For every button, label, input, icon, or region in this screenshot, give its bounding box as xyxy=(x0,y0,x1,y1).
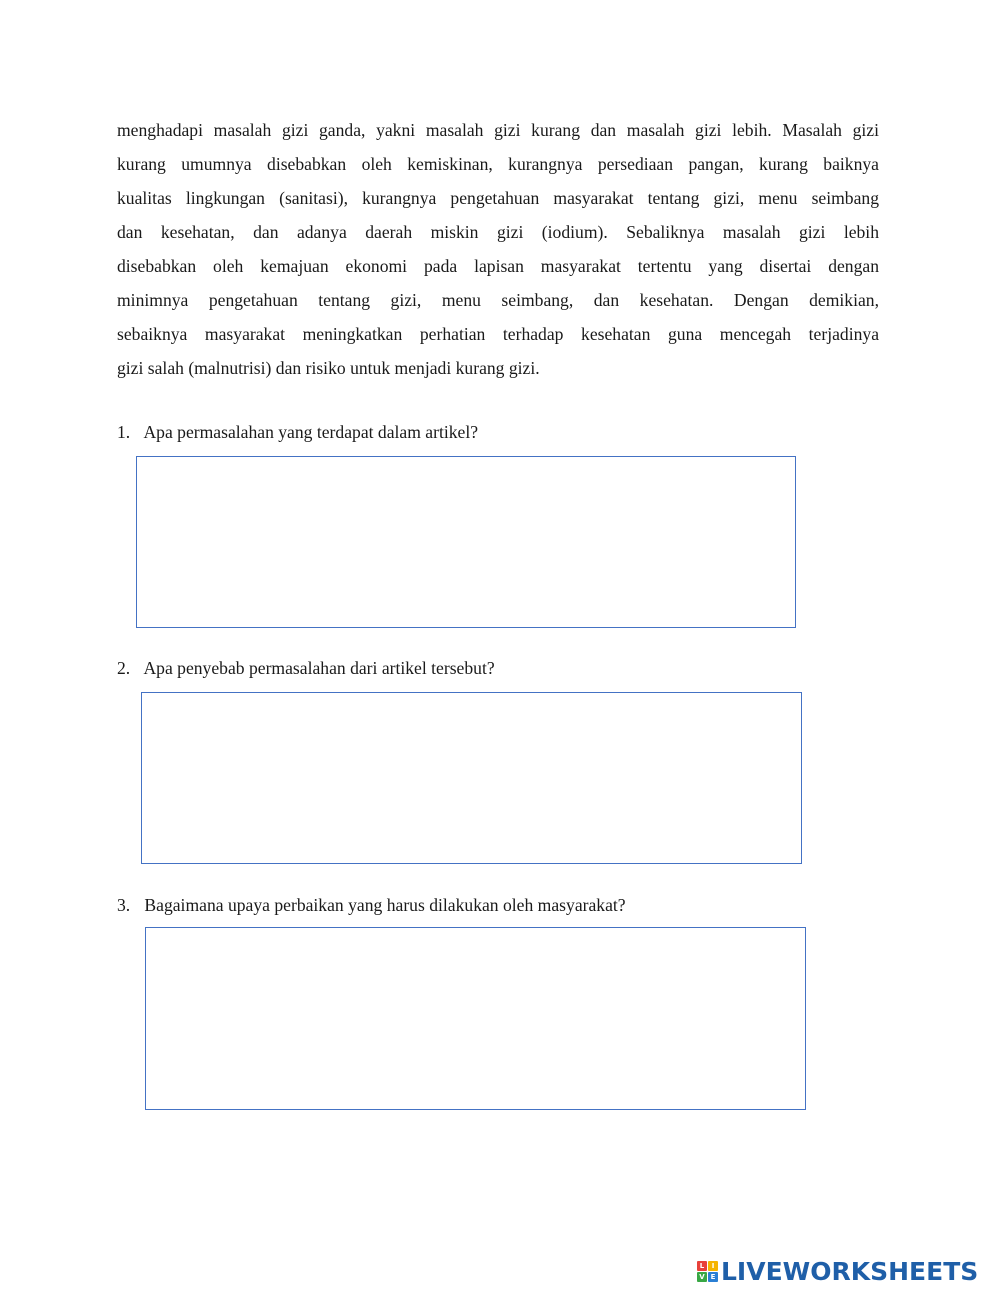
question-3-text: Bagaimana upaya perbaikan yang harus dilakukan oleh masyarakat? xyxy=(144,895,626,915)
article-line: menghadapi masalah gizi ganda, yakni masalah gizi kurang dan masalah gizi lebih. Masalah gizi xyxy=(117,120,879,140)
liveworksheets-brand xyxy=(697,1256,978,1286)
logo-tile-l: L xyxy=(697,1261,707,1271)
question-3-number: 3. xyxy=(117,895,131,915)
brand-name: LIVEWORKSHEETS xyxy=(721,1256,979,1286)
article-line: disebabkan oleh kemajuan ekonomi pada lapisan masyarakat tertentu yang disertai dengan xyxy=(117,256,879,276)
question-2 xyxy=(117,657,495,679)
article-text xyxy=(117,113,879,385)
logo-tile-i: I xyxy=(708,1261,718,1271)
answer-box-1[interactable] xyxy=(136,456,796,628)
question-1-number: 1. xyxy=(117,422,131,442)
article-line: kualitas lingkungan (sanitasi), kurangnya pengetahuan masyarakat tentang gizi, menu seimbang xyxy=(117,188,879,208)
logo-tile-e: E xyxy=(708,1272,718,1282)
article-line: dan kesehatan, dan adanya daerah miskin gizi (iodium). Sebaliknya masalah gizi lebih xyxy=(117,222,879,242)
logo-tile-v: V xyxy=(697,1272,707,1282)
question-1 xyxy=(117,421,478,443)
question-2-text: Apa penyebab permasalahan dari artikel tersebut? xyxy=(143,658,495,678)
question-3 xyxy=(117,894,626,916)
article-line: sebaiknya masyarakat meningkatkan perhatian terhadap kesehatan guna mencegah terjadinya xyxy=(117,324,879,344)
question-2-number: 2. xyxy=(117,658,131,678)
article-line: minimnya pengetahuan tentang gizi, menu seimbang, dan kesehatan. Dengan demikian, xyxy=(117,290,879,310)
article-line: gizi salah (malnutrisi) dan risiko untuk menjadi kurang gizi. xyxy=(117,358,540,378)
question-1-text: Apa permasalahan yang terdapat dalam artikel? xyxy=(143,422,479,442)
liveworksheets-logo-icon xyxy=(697,1261,718,1282)
answer-box-3[interactable] xyxy=(145,927,806,1110)
article-line: kurang umumnya disebabkan oleh kemiskinan, kurangnya persediaan pangan, kurang baiknya xyxy=(117,154,879,174)
answer-box-2[interactable] xyxy=(141,692,802,864)
